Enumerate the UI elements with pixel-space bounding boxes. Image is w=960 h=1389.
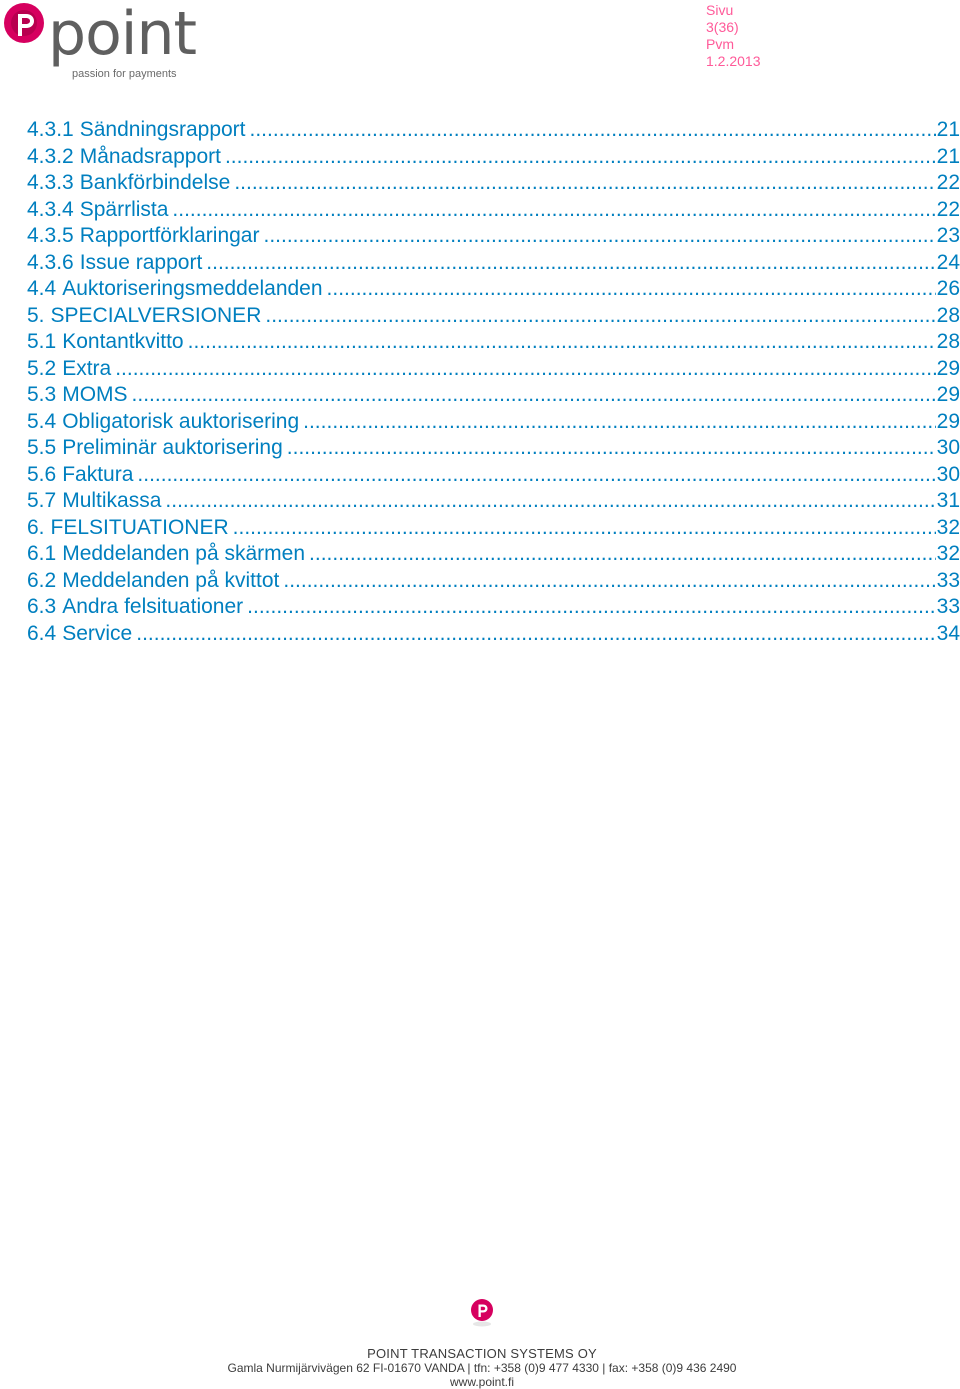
toc-entry-title: Service xyxy=(62,621,133,645)
toc-entry-number: 4.4 xyxy=(27,277,57,300)
toc-entry-number: 4.3.5 xyxy=(27,224,74,247)
footer-logo-icon xyxy=(469,1298,495,1328)
toc-entry[interactable] xyxy=(27,488,960,515)
toc-entry-number: 6.4 xyxy=(27,621,57,645)
toc-entry-title: Faktura xyxy=(62,462,134,486)
toc-entry-title: SPECIALVERSIONER xyxy=(50,303,262,327)
toc-entry-title: Sändningsrapport xyxy=(79,118,246,141)
toc-dot-leader xyxy=(136,621,935,648)
toc-entry-title: Meddelanden på skärmen xyxy=(62,542,306,565)
toc-entry-number: 5.5 xyxy=(27,436,57,459)
toc-entry-title: Bankförbindelse xyxy=(79,171,231,194)
toc-entry[interactable] xyxy=(27,250,960,277)
toc-entry-title: FELSITUATIONER xyxy=(50,515,229,539)
toc-entry-page: 22 xyxy=(936,171,960,194)
toc-entry[interactable] xyxy=(27,568,960,595)
toc-entry-number: 5.3 xyxy=(27,383,57,406)
toc-dot-leader xyxy=(309,541,936,568)
toc-entry-page: 33 xyxy=(936,595,960,618)
toc-entry[interactable] xyxy=(27,515,960,542)
toc-entry-number: 4.3.4 xyxy=(27,197,74,221)
toc-entry-page: 21 xyxy=(936,118,960,141)
toc-dot-leader xyxy=(287,435,936,462)
footer-address: Gamla Nurmijärvivägen 62 FI-01670 VANDA | tfn: +358 (0)9 477 4330 | fax: +358 (0)9 436 2490 xyxy=(227,1361,737,1375)
toc-entry-number: 6.3 xyxy=(27,595,57,618)
toc-entry-title: Auktoriseringsmeddelanden xyxy=(62,277,323,300)
toc-entry[interactable] xyxy=(27,303,960,330)
toc-entry-page: 34 xyxy=(936,621,960,645)
logo-wordmark: point xyxy=(48,0,197,69)
toc-entry-page: 28 xyxy=(936,330,960,353)
toc-dot-leader xyxy=(188,329,936,356)
table-of-contents xyxy=(27,117,960,647)
toc-entry-page: 26 xyxy=(936,277,960,300)
toc-entry[interactable] xyxy=(27,276,960,303)
toc-entry-number: 5.1 xyxy=(27,330,57,353)
toc-dot-leader xyxy=(233,515,936,542)
page-value: 3(36) xyxy=(706,19,739,35)
toc-dot-leader xyxy=(137,462,935,489)
toc-entry-number: 4.3.3 xyxy=(27,171,74,194)
toc-entry-page: 23 xyxy=(936,224,960,247)
toc-entry-number: 6.2 xyxy=(27,568,57,592)
date-value: 1.2.2013 xyxy=(706,53,761,69)
toc-dot-leader xyxy=(115,356,935,383)
page-label: Sivu xyxy=(706,2,734,18)
date-label: Pvm xyxy=(706,36,734,52)
toc-entry-page: 29 xyxy=(936,383,960,406)
toc-entry-number: 5.6 xyxy=(27,462,57,486)
toc-entry[interactable] xyxy=(27,223,960,250)
toc-entry-number: 5.2 xyxy=(27,356,57,380)
toc-entry-number: 5.7 xyxy=(27,489,57,512)
toc-entry-number: 4.3.6 xyxy=(27,250,74,274)
toc-entry-title: Spärrlista xyxy=(79,197,169,221)
logo-tagline: passion for payments xyxy=(72,68,177,80)
toc-entry[interactable] xyxy=(27,356,960,383)
toc-entry[interactable] xyxy=(27,462,960,489)
toc-entry-page: 30 xyxy=(936,436,960,459)
toc-entry-title: MOMS xyxy=(62,383,128,406)
toc-entry-page: 31 xyxy=(936,489,960,512)
toc-entry-number: 5. xyxy=(27,303,45,327)
toc-dot-leader xyxy=(225,144,936,171)
toc-entry-title: Obligatorisk auktorisering xyxy=(62,409,300,433)
toc-entry-title: Kontantkvitto xyxy=(62,330,184,353)
toc-dot-leader xyxy=(303,409,936,436)
toc-entry-page: 29 xyxy=(936,356,960,380)
toc-dot-leader xyxy=(283,568,935,595)
header-meta xyxy=(706,2,761,70)
toc-entry[interactable] xyxy=(27,117,960,144)
toc-entry-title: Multikassa xyxy=(62,489,162,512)
toc-entry-number: 4.3.1 xyxy=(27,118,74,141)
toc-entry-number: 6. xyxy=(27,515,45,539)
toc-dot-leader xyxy=(234,170,935,197)
toc-dot-leader xyxy=(250,117,936,144)
toc-dot-leader xyxy=(263,223,935,250)
toc-entry-page: 32 xyxy=(936,515,960,539)
toc-entry[interactable] xyxy=(27,594,960,621)
toc-entry[interactable] xyxy=(27,170,960,197)
toc-entry-page: 29 xyxy=(936,409,960,433)
toc-entry-title: Rapportförklaringar xyxy=(79,224,260,247)
footer-company-name: POINT TRANSACTION SYSTEMS OY xyxy=(367,1346,597,1361)
toc-dot-leader xyxy=(265,303,935,330)
toc-entry-title: Issue rapport xyxy=(79,250,203,274)
toc-entry[interactable] xyxy=(27,409,960,436)
toc-entry[interactable] xyxy=(27,382,960,409)
toc-entry-title: Andra felsituationer xyxy=(62,595,244,618)
toc-dot-leader xyxy=(206,250,935,277)
toc-entry[interactable] xyxy=(27,197,960,224)
toc-entry-title: Månadsrapport xyxy=(79,144,221,168)
toc-entry-number: 5.4 xyxy=(27,409,57,433)
toc-dot-leader xyxy=(247,594,935,621)
toc-entry[interactable] xyxy=(27,329,960,356)
point-logo-icon xyxy=(2,2,48,48)
toc-dot-leader xyxy=(132,382,936,409)
toc-entry-page: 28 xyxy=(936,303,960,327)
toc-entry-page: 24 xyxy=(936,250,960,274)
toc-entry-title: Extra xyxy=(62,356,112,380)
toc-entry-page: 32 xyxy=(936,542,960,565)
company-logo xyxy=(2,0,202,84)
footer-website-link[interactable]: www.point.fi xyxy=(449,1375,515,1389)
toc-entry[interactable] xyxy=(27,144,960,171)
toc-dot-leader xyxy=(172,197,935,224)
toc-entry-page: 30 xyxy=(936,462,960,486)
toc-dot-leader xyxy=(327,276,936,303)
toc-entry-title: Preliminär auktorisering xyxy=(62,436,283,459)
toc-entry[interactable] xyxy=(27,435,960,462)
toc-entry-page: 33 xyxy=(936,568,960,592)
toc-entry[interactable] xyxy=(27,541,960,568)
toc-entry-number: 6.1 xyxy=(27,542,57,565)
toc-entry-number: 4.3.2 xyxy=(27,144,74,168)
toc-entry-page: 22 xyxy=(936,197,960,221)
toc-dot-leader xyxy=(165,488,935,515)
toc-entry[interactable] xyxy=(27,621,960,648)
toc-entry-page: 21 xyxy=(936,144,960,168)
toc-entry-title: Meddelanden på kvittot xyxy=(62,568,280,592)
